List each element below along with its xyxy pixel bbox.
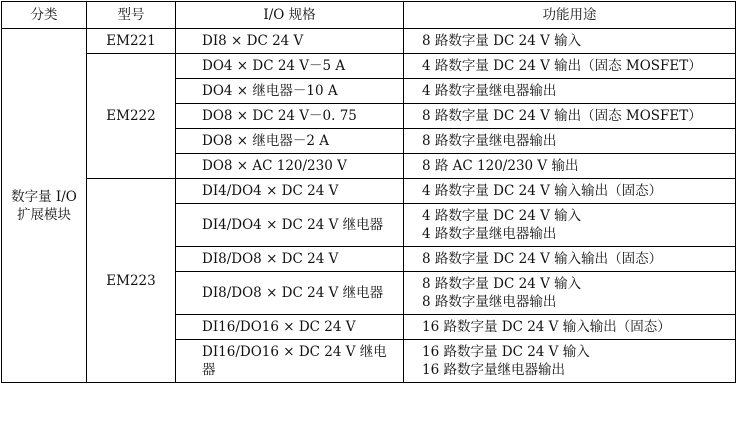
function-line: 8 路 AC 120/230 V 输出 <box>422 158 579 174</box>
spec-cell: DI8/DO8 × DC 24 V <box>176 247 404 272</box>
table-row <box>2 54 736 79</box>
io-module-table <box>1 1 736 383</box>
function-line: 16 路数字量 DC 24 V 输入 <box>422 344 590 360</box>
function-cell <box>404 29 736 54</box>
function-line: 4 路数字量 DC 24 V 输入 <box>422 208 582 224</box>
function-line: 4 路数字量 DC 24 V 输出（固态 MOSFET） <box>422 58 702 74</box>
function-line: 8 路数字量 DC 24 V 输入 <box>422 33 582 49</box>
function-cell <box>404 129 736 154</box>
spec-cell: DI16/DO16 × DC 24 V 继电器 <box>176 340 404 383</box>
function-line: 8 路数字量 DC 24 V 输入 <box>422 276 582 292</box>
header-category: 分类 <box>2 2 87 29</box>
function-line: 4 路数字量继电器输出 <box>422 83 557 99</box>
spec-cell: DO4 × 继电器－10 A <box>176 79 404 104</box>
function-cell <box>404 315 736 340</box>
model-cell: EM221 <box>87 29 176 54</box>
model-cell: EM222 <box>87 54 176 179</box>
header-model: 型号 <box>87 2 176 29</box>
spec-cell: DI16/DO16 × DC 24 V <box>176 315 404 340</box>
function-line: 8 路数字量 DC 24 V 输入输出（固态） <box>422 251 663 267</box>
function-cell <box>404 247 736 272</box>
function-cell <box>404 154 736 179</box>
spec-cell: DI4/DO4 × DC 24 V 继电器 <box>176 204 404 247</box>
function-line: 8 路数字量 DC 24 V 输出（固态 MOSFET） <box>422 108 702 124</box>
category-cell: 数字量 I/O 扩展模块 <box>2 29 87 383</box>
spec-cell: DI4/DO4 × DC 24 V <box>176 179 404 204</box>
spec-cell: DO8 × 继电器－2 A <box>176 129 404 154</box>
function-line: 8 路数字量继电器输出 <box>422 294 557 310</box>
function-line: 4 路数字量继电器输出 <box>422 226 557 242</box>
header-function: 功能用途 <box>404 2 736 29</box>
function-cell <box>404 204 736 247</box>
function-cell <box>404 340 736 383</box>
model-cell: EM223 <box>87 179 176 383</box>
spec-cell: DO4 × DC 24 V－5 A <box>176 54 404 79</box>
table-row <box>2 29 736 54</box>
header-io-spec: I/O 规格 <box>176 2 404 29</box>
function-line: 8 路数字量继电器输出 <box>422 133 557 149</box>
function-cell <box>404 272 736 315</box>
spec-cell: DO8 × AC 120/230 V <box>176 154 404 179</box>
table-row <box>2 179 736 204</box>
spec-cell: DO8 × DC 24 V－0. 75 <box>176 104 404 129</box>
function-cell <box>404 104 736 129</box>
spec-cell: DI8 × DC 24 V <box>176 29 404 54</box>
spec-cell: DI8/DO8 × DC 24 V 继电器 <box>176 272 404 315</box>
header-row <box>2 2 736 29</box>
function-line: 16 路数字量继电器输出 <box>422 362 565 378</box>
function-line: 4 路数字量 DC 24 V 输入输出（固态） <box>422 183 663 199</box>
function-line: 16 路数字量 DC 24 V 输入输出（固态） <box>422 319 671 335</box>
function-cell <box>404 79 736 104</box>
function-cell <box>404 54 736 79</box>
function-cell <box>404 179 736 204</box>
